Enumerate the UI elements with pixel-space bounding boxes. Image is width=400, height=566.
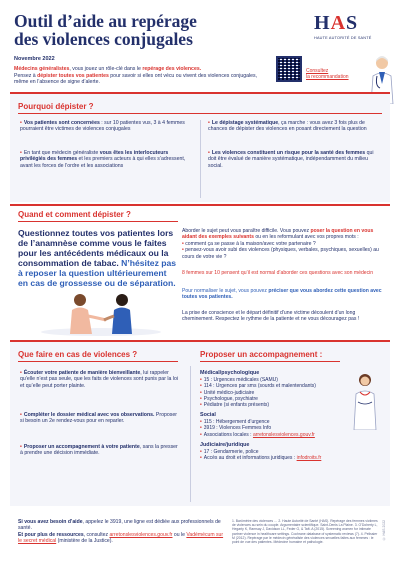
vademecum-link[interactable]: Vadémécum sur le secret médical [18, 531, 224, 545]
list-item: • 3919 : Violences Femmes Info [200, 425, 272, 432]
references: 1. Barômètre des violences … 2. Haute Autorité de Santé (HAS). Repérage des femmes victimes de violences au sein du couple. Argumentaire scientifique. Saint-Denis La Plaine. 3. O’Doherty L, Hegarty K, Ramsay J, Davidson LL, Feder G, & Taft. A (2015). Screening women for intimate partner violence in healthcare settings. Cochrane database of systematic reviews (7). 4. Pelissier M (2012). Repérage par le médecin généraliste des violences sexuelles faites aux femmes : le point de vue des patientes. Médecine humaine et pathologie. [232, 519, 378, 545]
bullet-health-risk: • Les violences constituent un risque pour la santé des femmes qui doit être évalué de manière systématique, indépendamment du milieu social. [208, 150, 374, 169]
qr-code[interactable] [276, 56, 302, 82]
publication-date: Novembre 2022 [14, 56, 55, 62]
recommendation-link[interactable]: Consultez la recommandation [306, 68, 349, 80]
medical-heading: Médical/psychologique [200, 370, 260, 376]
list-item: • 15 : Urgences médicales (SAMU) [200, 377, 278, 383]
section-title-what-to-do: Que faire en cas de violences ? [18, 350, 138, 359]
when-how-section [10, 204, 390, 336]
patience-paragraph: La prise de conscience et le départ définitif d’une victime découlent d’un long cheminement. Respectez le rythme de la patiente et ne vous découragez pas ! [182, 310, 360, 323]
logo-wordmark: HAS [314, 12, 359, 34]
column-divider [200, 120, 201, 198]
resources-link[interactable]: arretonslesviolences.gouv.fr [109, 531, 173, 538]
nurse-illustration-icon [348, 372, 382, 430]
intro-text: Médecins généralistes, vous jouez un rôle-clé dans le repérage des violences. Pensez à dépister toutes vos patientes pour savoir si elles ont vécu ou vivent des violences conjugales, même en l’absence de signe d’alerte. [14, 66, 258, 86]
logo-subtitle: HAUTE AUTORITÉ DE SANTÉ [314, 36, 372, 40]
list-item: • Pédiatre (si enfants présents) [200, 402, 270, 409]
infodroits-link[interactable]: infodroits.fr [296, 455, 322, 462]
header [14, 12, 386, 88]
medical-list [200, 377, 316, 408]
bullet-privileged: • En tant que médecin généraliste vous êtes les interlocuteurs privilégiés des femmes et les premiers acteurs à qui elles s’adressent, avant les forces de l’ordre et les associations [20, 150, 186, 169]
divider [200, 361, 340, 362]
section-title-when: Quand et comment dépister ? [18, 210, 131, 219]
list-item: • Accès au droit et informations juridiques : infodroits.fr [200, 455, 322, 462]
consultation-illustration-icon [36, 290, 166, 336]
bullet-systematic: • Le dépistage systématique, ça marche : vous avez 3 fois plus de chances de dépister des violences en posant directement la question [208, 120, 367, 133]
title-line-1: Outil d’aide au repérage [14, 11, 197, 31]
bullet-support: • Proposer un accompagnement à votre patiente, sans la presser à prendre une décision immédiate. [20, 444, 178, 457]
has-logo [314, 12, 394, 40]
list-item: • 17 : Gendarmerie, police [200, 449, 259, 455]
bullet-record: • Compléter le dossier médical avec vos observations. Proposer si besoin un 2e rendez-vous pour en reparler. [20, 412, 177, 425]
why-screen-section [10, 92, 390, 202]
legal-list [200, 449, 321, 462]
associations-link[interactable]: arretonslesviolences.gouv.fr [252, 431, 315, 438]
section-title-support: Proposer un accompagnement : [200, 350, 323, 359]
list-item: • 115 : Hébergement d’urgence [200, 419, 270, 425]
divider [18, 113, 382, 114]
copyright: © HAS 2022 [382, 520, 386, 541]
actions-section [10, 340, 390, 506]
social-heading: Social [200, 412, 216, 418]
divider [18, 361, 178, 362]
list-item: • Psychologue, psychiatre [200, 395, 258, 402]
normalize-paragraph: Pour normaliser le sujet, vous pouvez préciser que vous abordez cette question avec toutes vos patientes. [182, 288, 382, 301]
bullet-listen: • Écouter votre patiente de manière bienveillante, lui rappeler qu’elle n’est pas seule, que les faits de violences sont punis par la loi et qu’elle peut porter plainte. [20, 370, 179, 389]
list-item: • Unité médico-judiciaire [200, 389, 255, 396]
legal-heading: Judiciaire/juridique [200, 442, 250, 448]
title-line-2: des violences conjugales [14, 29, 193, 49]
divider [18, 221, 178, 222]
page-title [14, 12, 234, 48]
stat-paragraph: 8 femmes sur 10 pensent qu’il est normal d’aborder ces questions avec son médecin [182, 270, 374, 276]
help-footer: Si vous avez besoin d’aide, appelez le 3919, une ligne est dédiée aux professionnels de santé. Et pour plus de ressources, consultez arretonslesviolences.gouv.fr ou le Vadémécum sur le secret médical (ministère de la Justice). [18, 519, 224, 545]
list-item: • 114 : Urgences par sms (sourds et malentendants) [200, 383, 316, 390]
section-title-why: Pourquoi dépister ? [18, 102, 94, 111]
social-list [200, 419, 315, 438]
approach-paragraph: Aborder le sujet peut vous paraître difficile. Vous pouvez poser la question en vous aidant des exemples suivants ou en les reformulant avec vos propres mots : • comment ça se passe à la maison/avec votre partenaire ? • pensez-vous avoir subi des violences (physiques, verbales, psychiques, sexuelles) au cours de votre vie ? [182, 228, 379, 260]
list-item: • Associations locales : arretonslesviolences.gouv.fr [200, 431, 315, 438]
key-message: Questionnez toutes vos patientes lors de l’anamnèse comme vous le faites pour les antécédents médicaux ou la consommation de tabac. N’hésitez pas à reposer la question ultérieurement en cas de grossesse ou de séparation. [18, 228, 177, 288]
column-divider [190, 366, 191, 502]
bullet-concerned: • Vos patientes sont concernées : sur 10 patientes vus, 3 à 4 femmes pourraient être victimes de violences conjugales [20, 120, 185, 133]
